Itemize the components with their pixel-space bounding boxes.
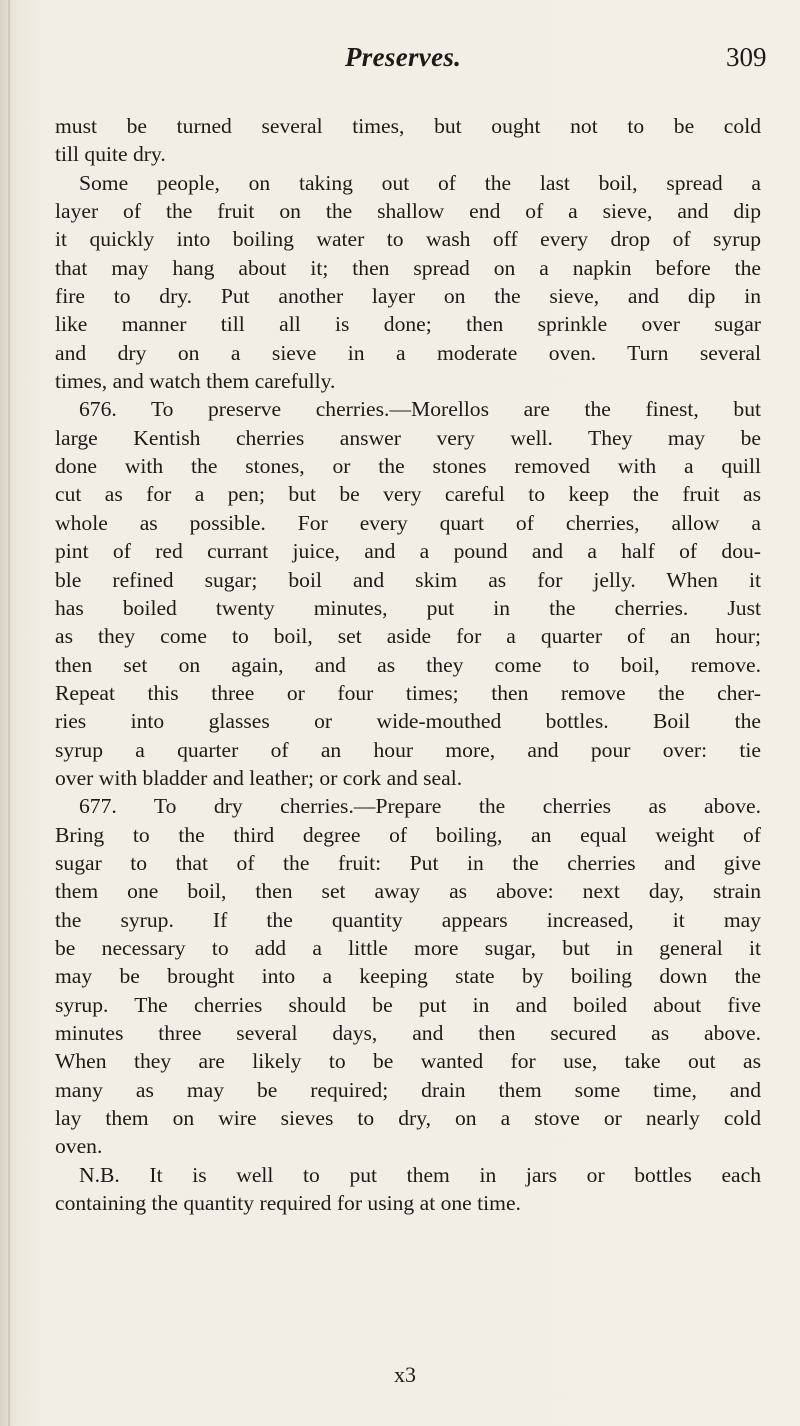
text-line: be necessary to add a little more sugar, but in general it [55,935,761,960]
text-line: many as may be required; drain them some time, and [55,1077,761,1102]
text-line: cut as for a pen; but be very careful to keep the fruit as [55,482,761,507]
text-line: minutes three several days, and then secured as above. [55,1021,761,1045]
running-head: Preserves. [345,42,462,72]
text-line: over with bladder and leather; or cork and seal. [55,765,463,790]
text-line: containing the quantity required for using at one time. [55,1191,521,1216]
text-line: pint of red currant juice, and a pound and a half of dou- [55,539,761,564]
text-line: fire to dry. Put another layer on the sieve, and dip in [55,284,761,309]
signature-mark: x3 [394,1362,416,1387]
text-line: ries into glasses or wide-mouthed bottles. Boil the [55,709,761,734]
text-line: layer of the fruit on the shallow end of a sieve, and dip [55,199,761,224]
text-line: it quickly into boiling water to wash off every drop of syrup [55,227,761,252]
text-line: them one boil, then set away as above: next day, strain [55,879,761,904]
text-line: 676. To preserve cherries.—Morellos are the finest, but [79,397,761,422]
text-line: till quite dry. [55,142,166,167]
text-line: has boiled twenty minutes, put in the cherries. Just [55,595,761,620]
text-line: large Kentish cherries answer very well. They may be [55,425,761,450]
page-gutter [8,0,10,1426]
text-line: that may hang about it; then spread on a napkin before the [55,255,761,280]
text-line: syrup a quarter of an hour more, and pour over: tie [55,737,761,762]
text-line: whole as possible. For every quart of cherries, allow a [55,510,761,535]
text-line: may be brought into a keeping state by boiling down the [55,964,761,989]
text-line: ble refined sugar; boil and skim as for jelly. When it [55,567,761,592]
text-line: sugar to that of the fruit: Put in the cherries and give [55,850,761,875]
text-line: like manner till all is done; then sprinkle over sugar [55,312,761,337]
text-line: Some people, on taking out of the last boil, spread a [79,170,761,195]
text-line: Bring to the third degree of boiling, an equal weight of [55,822,761,847]
text-line: When they are likely to be wanted for use, take out as [55,1049,761,1074]
body-text [55,112,761,1217]
text-line: must be turned several times, but ought not to be cold [55,114,761,138]
text-line: syrup. The cherries should be put in and boiled about five [55,992,761,1017]
text-line: N.B. It is well to put them in jars or bottles each [79,1162,761,1187]
text-line: and dry on a sieve in a moderate oven. Turn several [55,340,761,365]
page-number: 309 [726,42,767,72]
text-line: then set on again, and as they come to boil, remove. [55,652,761,677]
text-line: 677. To dry cherries.—Prepare the cherries as above. [79,794,761,819]
text-line: oven. [55,1134,103,1159]
text-line: done with the stones, or the stones removed with a quill [55,454,761,479]
page-header [0,42,800,82]
text-line: the syrup. If the quantity appears increased, it may [55,907,761,932]
text-line: lay them on wire sieves to dry, on a stove or nearly cold [55,1106,761,1131]
text-line: as they come to boil, set aside for a quarter of an hour; [55,624,761,649]
text-line: times, and watch them carefully. [55,369,336,394]
text-line: Repeat this three or four times; then remove the cher- [55,680,761,705]
